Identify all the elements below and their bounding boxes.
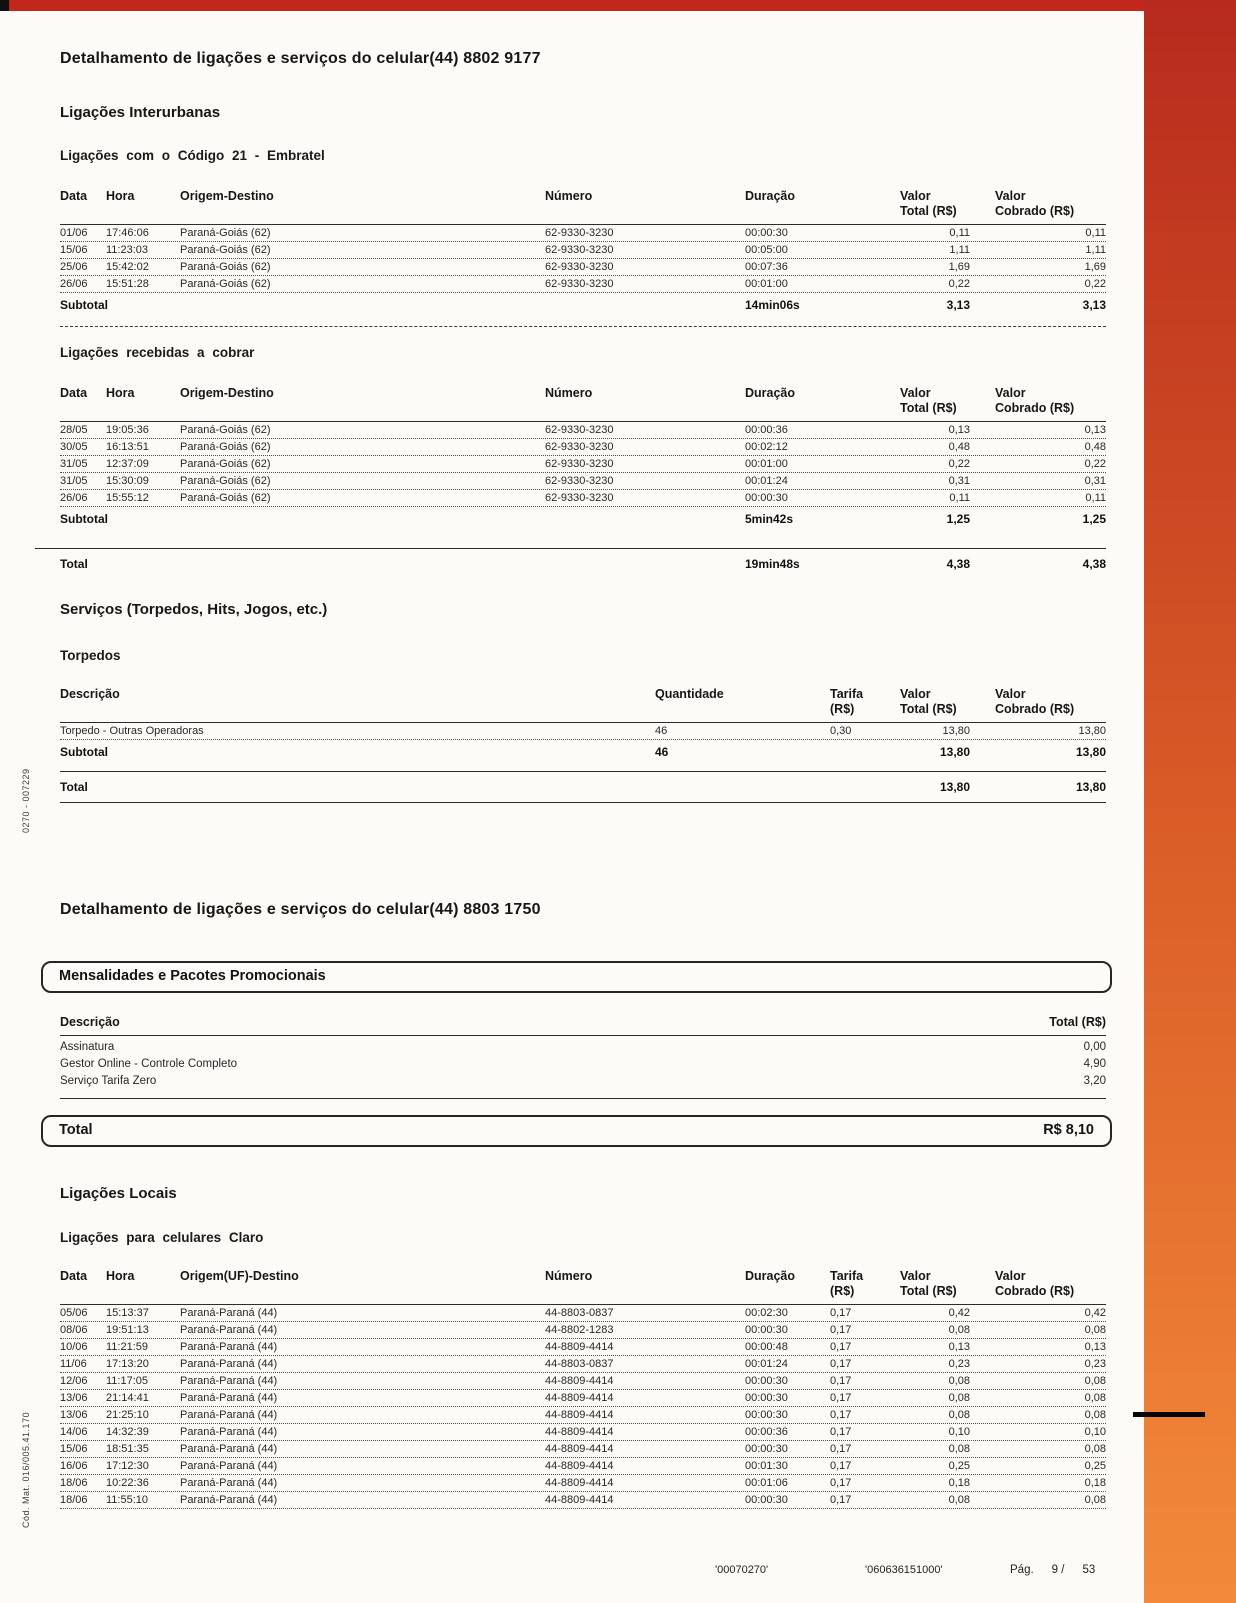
cell-origem: Paraná-Goiás (62) xyxy=(180,424,271,436)
call-row xyxy=(60,1458,1106,1475)
locais-table-header xyxy=(60,1269,1106,1305)
call-row xyxy=(60,1305,1106,1322)
cell-data: 18/06 xyxy=(60,1494,88,1506)
cell-valor-cobrado: 0,11 xyxy=(1085,492,1106,504)
subtotal-valor-cobrado: 1,25 xyxy=(1082,512,1106,526)
cobrar-table-header xyxy=(60,386,1106,422)
call-row xyxy=(60,1322,1106,1339)
cell-valor-total: 0,10 xyxy=(948,1426,970,1438)
cell-valor-cobrado: 0,08 xyxy=(1084,1392,1106,1404)
cell-valor-total: 0,08 xyxy=(948,1409,970,1421)
cell-duracao: 00:01:24 xyxy=(745,475,788,487)
cell-duracao: 00:02:30 xyxy=(745,1307,788,1319)
cell-valor-total: 0,11 xyxy=(949,227,970,239)
cell-valor-cobrado: 0,31 xyxy=(1084,475,1106,487)
col-header-tarifa: Tarifa (R$) xyxy=(830,687,864,716)
col-header-total: Total (R$) xyxy=(1049,1015,1106,1029)
cell-origem: Paraná-Paraná (44) xyxy=(180,1358,278,1370)
cell-hora: 14:32:39 xyxy=(106,1426,149,1438)
cell-origem: Paraná-Paraná (44) xyxy=(180,1375,278,1387)
col-header-numero: Número xyxy=(545,386,593,400)
cell-numero: 62-9330-3230 xyxy=(545,492,614,504)
cell-valor-total: 0,08 xyxy=(948,1494,970,1506)
cell-duracao: 00:00:48 xyxy=(745,1341,788,1353)
side-code-top: 0270 - 007229 xyxy=(21,768,31,833)
col-header-valor-total: Valor Total (R$) xyxy=(900,687,957,716)
subtotal-quantidade: 46 xyxy=(655,745,669,759)
section-divider-dashed xyxy=(60,326,1106,327)
cell-duracao: 00:07:36 xyxy=(745,261,788,273)
col-header-duracao: Duração xyxy=(745,1269,796,1283)
cell-valor-total: 0,08 xyxy=(948,1324,970,1336)
page-footer xyxy=(60,1564,1106,1582)
torpedos-subtotal-row xyxy=(60,740,1106,763)
cell-valor-total: 0,31 xyxy=(948,475,970,487)
cell-duracao: 00:00:30 xyxy=(745,1443,788,1455)
embratel-heading: Ligações com o Código 21 - Embratel xyxy=(60,148,325,163)
cell-valor-total: 0,08 xyxy=(948,1443,970,1455)
col-header-origem: Origem(UF)-Destino xyxy=(180,1269,299,1283)
cell-valor-cobrado: 0,13 xyxy=(1084,424,1106,436)
cell-hora: 11:21:59 xyxy=(106,1341,149,1353)
cell-data: 31/05 xyxy=(60,475,88,487)
cell-valor-total: 0,22 xyxy=(948,458,970,470)
cell-descricao: Assinatura xyxy=(60,1041,115,1053)
cell-duracao: 00:00:30 xyxy=(745,1324,788,1336)
cell-valor-cobrado: 0,18 xyxy=(1084,1477,1106,1489)
mensalidades-heading-label: Mensalidades e Pacotes Promocionais xyxy=(59,968,326,984)
col-header-numero: Número xyxy=(545,189,593,203)
cell-numero: 44-8803-0837 xyxy=(545,1307,614,1319)
cell-numero: 44-8809-4414 xyxy=(545,1392,614,1404)
subtotal-valor-total: 13,80 xyxy=(939,745,970,759)
torpedos-table-body xyxy=(60,723,1106,740)
col-header-data: Data xyxy=(60,1269,88,1283)
cell-valor-cobrado: 0,08 xyxy=(1084,1409,1106,1421)
call-row xyxy=(60,1390,1106,1407)
total-valor-cobrado: 13,80 xyxy=(1075,780,1106,794)
col-header-valor-total: Valor Total (R$) xyxy=(900,1269,957,1298)
subtotal-valor-cobrado: 13,80 xyxy=(1075,745,1106,759)
cell-numero: 44-8809-4414 xyxy=(545,1494,614,1506)
cell-data: 28/05 xyxy=(60,424,88,436)
cell-tarifa: 0,17 xyxy=(830,1341,852,1353)
section1-title: Detalhamento de ligações e serviços do celular(44) 8802 9177 xyxy=(60,50,541,67)
cell-hora: 18:51:35 xyxy=(106,1443,149,1455)
cell-duracao: 00:00:30 xyxy=(745,492,788,504)
footer-code-2: '060636151000' xyxy=(865,1564,943,1576)
cell-descricao: Serviço Tarifa Zero xyxy=(60,1075,157,1087)
cell-origem: Paraná-Paraná (44) xyxy=(180,1443,278,1455)
cell-quantidade: 46 xyxy=(655,725,668,737)
cell-valor-cobrado: 0,42 xyxy=(1084,1307,1106,1319)
cell-hora: 19:51:13 xyxy=(106,1324,149,1336)
fee-row xyxy=(60,1056,1106,1073)
cell-total: 0,00 xyxy=(1083,1041,1106,1053)
cell-data: 15/06 xyxy=(60,244,88,256)
total-label: Total xyxy=(59,1122,93,1138)
cell-hora: 17:13:20 xyxy=(106,1358,149,1370)
cell-hora: 11:17:05 xyxy=(106,1375,149,1387)
col-header-valor-total: Valor Total (R$) xyxy=(900,386,957,415)
col-header-numero: Número xyxy=(545,1269,593,1283)
cell-valor-total: 0,13 xyxy=(948,1341,970,1353)
cell-valor-cobrado: 0,08 xyxy=(1084,1443,1106,1455)
cell-data: 12/06 xyxy=(60,1375,88,1387)
cell-duracao: 00:00:36 xyxy=(745,424,788,436)
cell-data: 25/06 xyxy=(60,261,88,273)
col-header-quantidade: Quantidade xyxy=(655,687,724,701)
call-row xyxy=(60,422,1106,439)
col-header-valor-cobrado: Valor Cobrado (R$) xyxy=(995,687,1075,716)
cell-data: 13/06 xyxy=(60,1392,88,1404)
cell-data: 14/06 xyxy=(60,1426,88,1438)
subtotal-duracao: 14min06s xyxy=(745,298,800,312)
cell-valor-cobrado: 0,08 xyxy=(1084,1324,1106,1336)
mensalidades-total-value: R$ 8,10 xyxy=(1043,1122,1094,1138)
cell-data: 30/05 xyxy=(60,441,88,453)
cell-numero: 44-8802-1283 xyxy=(545,1324,614,1336)
cell-hora: 15:30:09 xyxy=(106,475,149,487)
cell-hora: 15:51:28 xyxy=(106,278,149,290)
cell-numero: 44-8809-4414 xyxy=(545,1409,614,1421)
cell-hora: 15:55:12 xyxy=(106,492,149,504)
cell-data: 08/06 xyxy=(60,1324,88,1336)
fee-row xyxy=(60,1073,1106,1090)
mensalidades-box-heading xyxy=(41,961,1112,993)
cell-duracao: 00:00:30 xyxy=(745,227,788,239)
embratel-table-header xyxy=(60,189,1106,225)
subtotal-valor-cobrado: 3,13 xyxy=(1082,298,1106,312)
cobrar-heading: Ligações recebidas a cobrar xyxy=(60,345,255,360)
locais-table-body xyxy=(60,1305,1106,1509)
side-code-bottom: Cód. Mat. 016/005.41.170 xyxy=(21,1411,31,1528)
cell-data: 26/06 xyxy=(60,492,88,504)
mensalidades-table-header xyxy=(60,1015,1106,1036)
cell-valor-cobrado: 0,22 xyxy=(1084,278,1106,290)
call-row xyxy=(60,276,1106,293)
call-row xyxy=(60,1356,1106,1373)
cell-numero: 44-8803-0837 xyxy=(545,1358,614,1370)
cell-valor-total: 0,08 xyxy=(948,1375,970,1387)
interurbanas-total-row xyxy=(60,549,1106,579)
col-header-hora: Hora xyxy=(106,1269,135,1283)
cell-valor-cobrado: 0,11 xyxy=(1085,227,1106,239)
total-valor-total: 4,38 xyxy=(946,557,970,571)
cell-origem: Paraná-Goiás (62) xyxy=(180,244,271,256)
call-row xyxy=(60,1441,1106,1458)
fee-row xyxy=(60,1039,1106,1056)
cell-descricao: Torpedo - Outras Operadoras xyxy=(60,725,204,737)
embratel-table-body xyxy=(60,225,1106,293)
cell-data: 26/06 xyxy=(60,278,88,290)
cell-tarifa: 0,17 xyxy=(830,1409,852,1421)
cell-origem: Paraná-Goiás (62) xyxy=(180,261,271,273)
cell-data: 18/06 xyxy=(60,1477,88,1489)
total-duracao: 19min48s xyxy=(745,557,800,571)
page-label: Pág. xyxy=(1010,1564,1034,1576)
cell-tarifa: 0,17 xyxy=(830,1426,852,1438)
cell-data: 10/06 xyxy=(60,1341,88,1353)
cell-valor-cobrado: 0,25 xyxy=(1084,1460,1106,1472)
section2-title: Detalhamento de ligações e serviços do celular(44) 8803 1750 xyxy=(60,901,541,918)
page-current: 9 / xyxy=(1051,1564,1065,1576)
cell-total: 4,90 xyxy=(1083,1058,1106,1070)
cell-valor-total: 0,42 xyxy=(948,1307,970,1319)
page-total: 53 xyxy=(1082,1564,1096,1576)
cell-hora: 17:46:06 xyxy=(106,227,149,239)
cell-valor-cobrado: 0,08 xyxy=(1084,1375,1106,1387)
torpedos-table-header xyxy=(60,687,1106,723)
interurbanas-heading: Ligações Interurbanas xyxy=(60,104,221,121)
cell-data: 15/06 xyxy=(60,1443,88,1455)
mensalidades-table-body xyxy=(60,1036,1106,1090)
servicos-total-row xyxy=(60,772,1106,802)
cell-duracao: 00:01:24 xyxy=(745,1358,788,1370)
cell-total: 3,20 xyxy=(1083,1075,1106,1087)
cell-origem: Paraná-Paraná (44) xyxy=(180,1409,278,1421)
cell-origem: Paraná-Goiás (62) xyxy=(180,278,271,290)
cobrar-table-body xyxy=(60,422,1106,507)
cell-origem: Paraná-Paraná (44) xyxy=(180,1392,278,1404)
cell-tarifa: 0,17 xyxy=(830,1494,852,1506)
subtotal-label: Subtotal xyxy=(60,298,108,312)
cell-numero: 44-8809-4414 xyxy=(545,1460,614,1472)
call-row xyxy=(60,439,1106,456)
cell-duracao: 00:00:30 xyxy=(745,1409,788,1421)
top-red-bar xyxy=(9,0,1146,11)
total-label: Total xyxy=(60,780,88,794)
cell-hora: 12:37:09 xyxy=(106,458,149,470)
cell-descricao: Gestor Online - Controle Completo xyxy=(60,1058,238,1070)
cell-origem: Paraná-Goiás (62) xyxy=(180,227,271,239)
page-content xyxy=(60,50,1106,1582)
cell-origem: Paraná-Paraná (44) xyxy=(180,1341,278,1353)
cell-tarifa: 0,17 xyxy=(830,1307,852,1319)
cell-valor-cobrado: 0,10 xyxy=(1084,1426,1106,1438)
cell-origem: Paraná-Paraná (44) xyxy=(180,1477,278,1489)
locais-heading: Ligações Locais xyxy=(60,1185,177,1202)
cell-tarifa: 0,17 xyxy=(830,1443,852,1455)
cell-origem: Paraná-Goiás (62) xyxy=(180,441,271,453)
cell-numero: 44-8809-4414 xyxy=(545,1341,614,1353)
cell-valor-total: 0,11 xyxy=(949,492,970,504)
cell-numero: 62-9330-3230 xyxy=(545,227,614,239)
call-row xyxy=(60,242,1106,259)
cell-valor-cobrado: 13,80 xyxy=(1078,725,1106,737)
cell-origem: Paraná-Goiás (62) xyxy=(180,458,271,470)
call-row xyxy=(60,1339,1106,1356)
call-row xyxy=(60,1492,1106,1509)
cell-hora: 11:23:03 xyxy=(106,244,149,256)
cell-tarifa: 0,17 xyxy=(830,1324,852,1336)
cell-origem: Paraná-Paraná (44) xyxy=(180,1426,278,1438)
cell-valor-cobrado: 0,08 xyxy=(1084,1494,1106,1506)
cell-duracao: 00:01:00 xyxy=(745,458,788,470)
cell-valor-total: 1,11 xyxy=(949,244,970,256)
cell-duracao: 00:05:00 xyxy=(745,244,788,256)
cell-duracao: 00:01:30 xyxy=(745,1460,788,1472)
cell-valor-total: 0,48 xyxy=(948,441,970,453)
registration-mark xyxy=(1133,1412,1205,1417)
total-valor-total: 13,80 xyxy=(939,780,970,794)
cell-origem: Paraná-Goiás (62) xyxy=(180,492,271,504)
total-label: Total xyxy=(60,557,88,571)
cell-valor-total: 1,69 xyxy=(948,261,970,273)
subtotal-label: Subtotal xyxy=(60,745,108,759)
call-row xyxy=(60,1424,1106,1441)
cell-numero: 62-9330-3230 xyxy=(545,475,614,487)
top-left-black-mark xyxy=(0,0,9,11)
call-row xyxy=(60,456,1106,473)
cell-hora: 21:14:41 xyxy=(106,1392,149,1404)
cell-hora: 15:42:02 xyxy=(106,261,149,273)
cell-valor-total: 0,23 xyxy=(948,1358,970,1370)
cell-tarifa: 0,17 xyxy=(830,1392,852,1404)
cell-tarifa: 0,30 xyxy=(830,725,852,737)
cell-valor-total: 13,80 xyxy=(942,725,970,737)
cell-hora: 15:13:37 xyxy=(106,1307,149,1319)
col-header-valor-cobrado: Valor Cobrado (R$) xyxy=(995,1269,1075,1298)
subtotal-label: Subtotal xyxy=(60,512,108,526)
cell-hora: 17:12:30 xyxy=(106,1460,149,1472)
cell-numero: 62-9330-3230 xyxy=(545,261,614,273)
mensalidades-total-box xyxy=(41,1115,1112,1147)
cell-data: 13/06 xyxy=(60,1409,88,1421)
cell-hora: 10:22:36 xyxy=(106,1477,149,1489)
embratel-subtotal-row xyxy=(60,293,1106,316)
col-header-valor-total: Valor Total (R$) xyxy=(900,189,957,218)
cobrar-subtotal-row xyxy=(60,507,1106,530)
col-header-hora: Hora xyxy=(106,386,135,400)
cell-valor-cobrado: 1,69 xyxy=(1084,261,1106,273)
cell-data: 01/06 xyxy=(60,227,88,239)
subtotal-valor-total: 1,25 xyxy=(946,512,970,526)
service-row xyxy=(60,723,1106,740)
call-row xyxy=(60,1407,1106,1424)
cell-valor-cobrado: 0,23 xyxy=(1084,1358,1106,1370)
call-row xyxy=(60,490,1106,507)
cell-origem: Paraná-Goiás (62) xyxy=(180,475,271,487)
cell-numero: 44-8809-4414 xyxy=(545,1443,614,1455)
col-header-descricao: Descrição xyxy=(60,1015,120,1029)
col-header-duracao: Duração xyxy=(745,189,796,203)
cell-data: 16/06 xyxy=(60,1460,88,1472)
col-header-valor-cobrado: Valor Cobrado (R$) xyxy=(995,189,1075,218)
call-row xyxy=(60,1475,1106,1492)
cell-tarifa: 0,17 xyxy=(830,1460,852,1472)
cell-hora: 19:05:36 xyxy=(106,424,149,436)
cell-valor-cobrado: 1,11 xyxy=(1085,244,1106,256)
call-row xyxy=(60,259,1106,276)
cell-duracao: 00:01:06 xyxy=(745,1477,788,1489)
cell-tarifa: 0,17 xyxy=(830,1375,852,1387)
col-header-tarifa: Tarifa (R$) xyxy=(830,1269,864,1298)
torpedos-heading: Torpedos xyxy=(60,648,121,663)
col-header-origem: Origem-Destino xyxy=(180,386,274,400)
cell-duracao: 00:00:30 xyxy=(745,1494,788,1506)
cell-numero: 62-9330-3230 xyxy=(545,458,614,470)
cell-numero: 62-9330-3230 xyxy=(545,424,614,436)
cell-tarifa: 0,17 xyxy=(830,1358,852,1370)
servicos-total-divider-bottom xyxy=(60,802,1106,803)
col-header-descricao: Descrição xyxy=(60,687,120,701)
cell-duracao: 00:01:00 xyxy=(745,278,788,290)
call-row xyxy=(60,1373,1106,1390)
cell-valor-total: 0,18 xyxy=(948,1477,970,1489)
subtotal-valor-total: 3,13 xyxy=(946,298,970,312)
right-orange-gradient-strip xyxy=(1144,0,1236,1603)
cell-numero: 62-9330-3230 xyxy=(545,278,614,290)
col-header-data: Data xyxy=(60,189,88,203)
cell-valor-total: 0,13 xyxy=(948,424,970,436)
cell-duracao: 00:00:30 xyxy=(745,1375,788,1387)
col-header-duracao: Duração xyxy=(745,386,796,400)
cell-data: 05/06 xyxy=(60,1307,88,1319)
cell-numero: 62-9330-3230 xyxy=(545,441,614,453)
cell-numero: 62-9330-3230 xyxy=(545,244,614,256)
cell-tarifa: 0,17 xyxy=(830,1477,852,1489)
col-header-data: Data xyxy=(60,386,88,400)
page-number xyxy=(1010,1564,1095,1576)
cell-duracao: 00:00:36 xyxy=(745,1426,788,1438)
mensalidades-divider xyxy=(60,1098,1106,1099)
cell-hora: 11:55:10 xyxy=(106,1494,149,1506)
footer-code-1: '00070270' xyxy=(715,1564,769,1576)
cell-hora: 21:25:10 xyxy=(106,1409,149,1421)
cell-numero: 44-8809-4414 xyxy=(545,1426,614,1438)
col-header-valor-cobrado: Valor Cobrado (R$) xyxy=(995,386,1075,415)
call-row xyxy=(60,225,1106,242)
cell-valor-total: 0,22 xyxy=(948,278,970,290)
cell-valor-total: 0,25 xyxy=(948,1460,970,1472)
cell-origem: Paraná-Paraná (44) xyxy=(180,1494,278,1506)
cell-data: 11/06 xyxy=(60,1358,87,1370)
cell-origem: Paraná-Paraná (44) xyxy=(180,1460,278,1472)
cell-origem: Paraná-Paraná (44) xyxy=(180,1307,278,1319)
cell-data: 31/05 xyxy=(60,458,88,470)
cell-duracao: 00:02:12 xyxy=(745,441,788,453)
cell-numero: 44-8809-4414 xyxy=(545,1477,614,1489)
cell-valor-cobrado: 0,48 xyxy=(1084,441,1106,453)
claro-heading: Ligações para celulares Claro xyxy=(60,1230,264,1245)
total-valor-cobrado: 4,38 xyxy=(1082,557,1106,571)
servicos-heading: Serviços (Torpedos, Hits, Jogos, etc.) xyxy=(60,601,328,618)
col-header-origem: Origem-Destino xyxy=(180,189,274,203)
cell-origem: Paraná-Paraná (44) xyxy=(180,1324,278,1336)
subtotal-duracao: 5min42s xyxy=(745,512,794,526)
cell-duracao: 00:00:30 xyxy=(745,1392,788,1404)
cell-valor-cobrado: 0,13 xyxy=(1084,1341,1106,1353)
col-header-hora: Hora xyxy=(106,189,135,203)
cell-hora: 16:13:51 xyxy=(106,441,149,453)
call-row xyxy=(60,473,1106,490)
cell-valor-total: 0,08 xyxy=(948,1392,970,1404)
cell-numero: 44-8809-4414 xyxy=(545,1375,614,1387)
cell-valor-cobrado: 0,22 xyxy=(1084,458,1106,470)
